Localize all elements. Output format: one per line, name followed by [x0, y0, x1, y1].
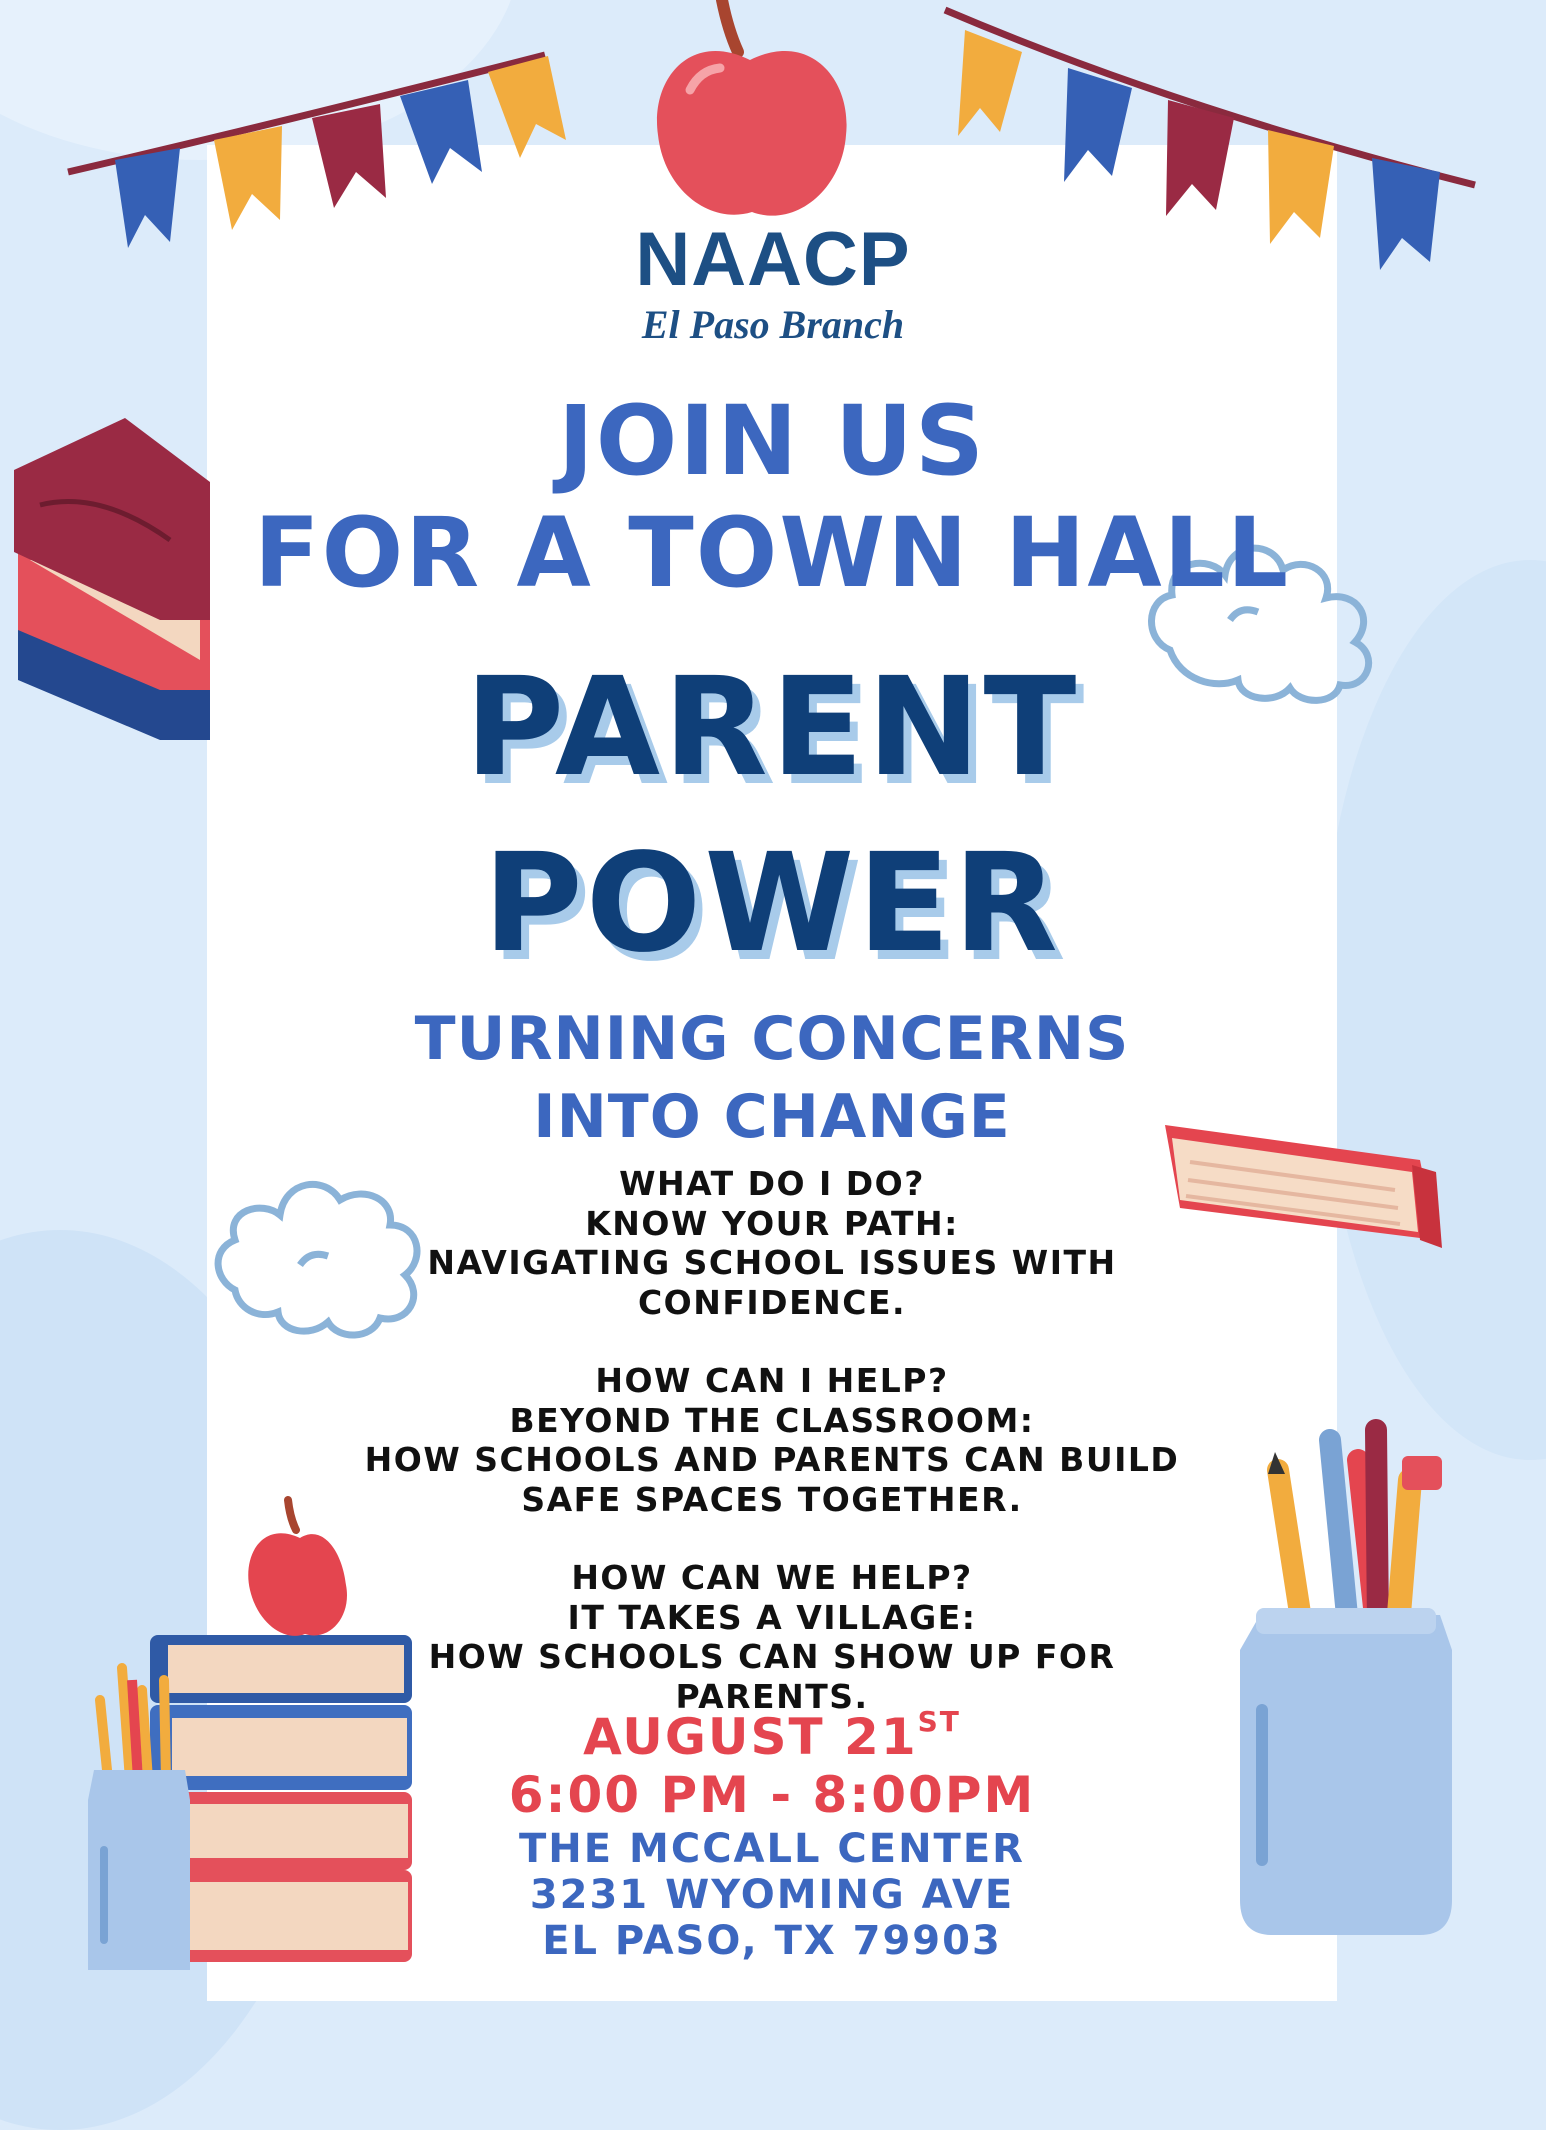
subtitle-line2: INTO CHANGE — [533, 1082, 1011, 1152]
venue-city: EL PASO, TX 79903 — [542, 1918, 1002, 1964]
topic-heading: BEYOND THE CLASSROOM: — [509, 1400, 1035, 1440]
event-subtitle — [207, 1000, 1337, 1156]
headline-line2: FOR A TOWN HALL — [254, 497, 1290, 609]
topic-heading: IT TAKES A VILLAGE: — [567, 1597, 977, 1637]
event-title — [207, 640, 1337, 992]
logo-branch: El Paso Branch — [641, 302, 905, 347]
venue-name: THE MCCALL CENTER — [519, 1826, 1025, 1872]
topic-detail: CONFIDENCE. — [637, 1282, 907, 1322]
book-stack-left-icon — [14, 418, 210, 740]
date-suffix: ST — [917, 1705, 961, 1738]
topic-1 — [207, 1164, 1337, 1322]
topic-detail: HOW SCHOOLS CAN SHOW UP FOR — [428, 1637, 1116, 1676]
topic-detail: NAVIGATING SCHOOL ISSUES WITH — [427, 1243, 1117, 1282]
logo-organization: NAACP — [635, 217, 911, 302]
topic-2 — [207, 1361, 1337, 1519]
event-date: AUGUST 21ST — [583, 1705, 961, 1766]
title-line2: POWER — [483, 825, 1061, 983]
topic-question: HOW CAN I HELP? — [595, 1361, 949, 1400]
title-line1: PARENT — [464, 649, 1080, 807]
topic-detail: PARENTS. — [675, 1676, 869, 1716]
naacp-logo — [573, 218, 973, 358]
venue-street: 3231 WYOMING AVE — [529, 1872, 1015, 1918]
background-wash — [0, 0, 520, 160]
topics-list — [207, 1164, 1337, 1716]
topic-detail: HOW SCHOOLS AND PARENTS CAN BUILD — [364, 1440, 1180, 1479]
topic-question: HOW CAN WE HELP? — [571, 1558, 973, 1597]
headline — [207, 385, 1337, 609]
topic-detail: SAFE SPACES TOGETHER. — [521, 1479, 1023, 1519]
topic-question: WHAT DO I DO? — [619, 1164, 925, 1203]
headline-line1: JOIN US — [558, 385, 986, 497]
event-datetime — [207, 1705, 1337, 1824]
topic-heading: KNOW YOUR PATH: — [585, 1203, 959, 1243]
background-wash — [1320, 560, 1546, 1460]
event-time: 6:00 PM - 8:00PM — [508, 1766, 1036, 1824]
subtitle-line1: TURNING CONCERNS — [414, 1004, 1130, 1074]
topic-3 — [207, 1558, 1337, 1716]
event-location — [207, 1826, 1337, 1964]
